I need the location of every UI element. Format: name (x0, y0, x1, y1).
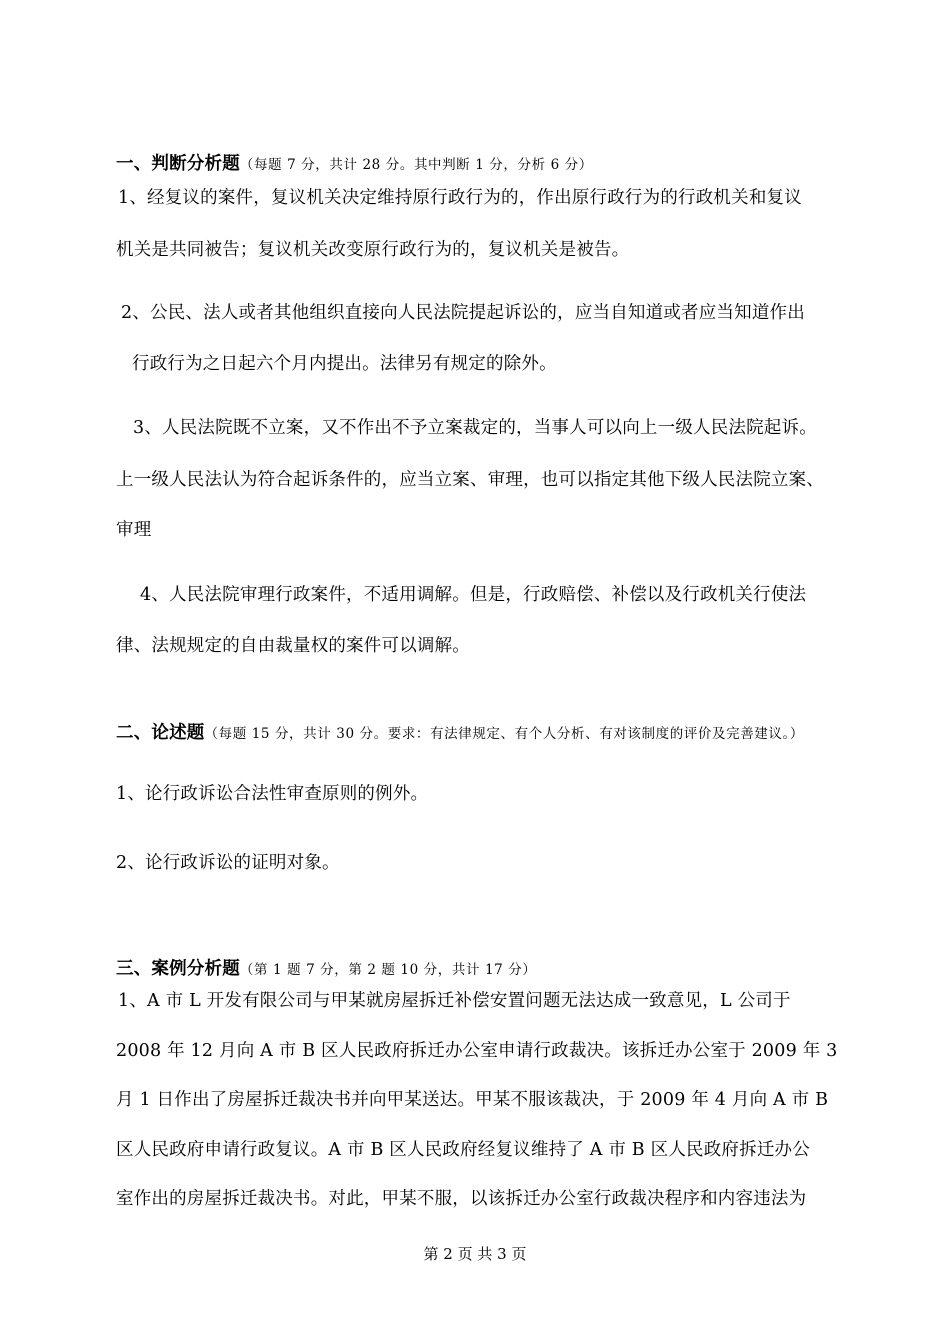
section1-title: 一、判断分析题 (116, 154, 240, 174)
section1-line: 4、人民法院审理行政案件，不适用调解。但是，行政赔偿、补偿以及行政机关行使法 (140, 585, 807, 605)
section3-note: （第 1 题 7 分，第 2 题 10 分，共计 17 分） (239, 962, 537, 978)
section2-note: （每题 15 分，共计 30 分。要求：有法律规定、有个人分析、有对该制度的评价及完善建议。） (204, 726, 804, 742)
section3-line: 1、A 市 L 开发有限公司与甲某就房屋拆迁补偿安置问题无法达成一致意见，L 公司于 (118, 991, 791, 1011)
section3-line: 月 1 日作出了房屋拆迁裁决书并向甲某送达。甲某不服该裁决，于 2009 年 4 月向 A 市 B (116, 1090, 829, 1110)
section3-header (116, 955, 846, 980)
section3-title: 三、案例分析题 (116, 959, 240, 979)
section1-line: 2、公民、法人或者其他组织直接向人民法院提起诉讼的，应当自知道或者应当知道作出 (121, 303, 805, 323)
section1-line: 机关是共同被告；复议机关改变原行政行为的，复议机关是被告。 (116, 240, 630, 260)
section1-line: 律、法规规定的自由裁量权的案件可以调解。 (116, 636, 470, 656)
section3-line: 区人民政府申请行政复议。A 市 B 区人民政府经复议维持了 A 市 B 区人民政府拆迁办公 (116, 1140, 810, 1160)
section3-line: 2008 年 12 月向 A 市 B 区人民政府拆迁办公室申请行政裁决。该拆迁办公室于 2009 年 3 (116, 1041, 838, 1061)
section1-header (116, 150, 846, 175)
section2-title: 二、论述题 (116, 723, 205, 743)
section1-line: 3、人民法院既不立案，又不作出不予立案裁定的，当事人可以向上一级人民法院起诉。 (133, 418, 817, 438)
page-footer: 第 2 页 共 3 页 (423, 1245, 527, 1263)
section2-item: 1、论行政诉讼合法性审查原则的例外。 (116, 784, 429, 804)
section2-item: 2、论行政诉讼的证明对象。 (116, 853, 340, 873)
section2-header (116, 723, 846, 744)
section1-line: 1、经复议的案件，复议机关决定维持原行政行为的，作出原行政行为的行政机关和复议 (118, 188, 802, 208)
section1-line: 上一级人民法认为符合起诉条件的，应当立案、审理，也可以指定其他下级人民法院立案、 (116, 470, 824, 490)
section1-line: 审理 (116, 520, 152, 540)
section1-note: （每题 7 分，共计 28 分。其中判断 1 分，分析 6 分） (239, 157, 593, 173)
section3-line: 室作出的房屋拆迁裁决书。对此，甲某不服，以该拆迁办公室行政裁决程序和内容违法为 (116, 1189, 807, 1209)
section1-line: 行政行为之日起六个月内提出。法律另有规定的除外。 (132, 354, 557, 374)
